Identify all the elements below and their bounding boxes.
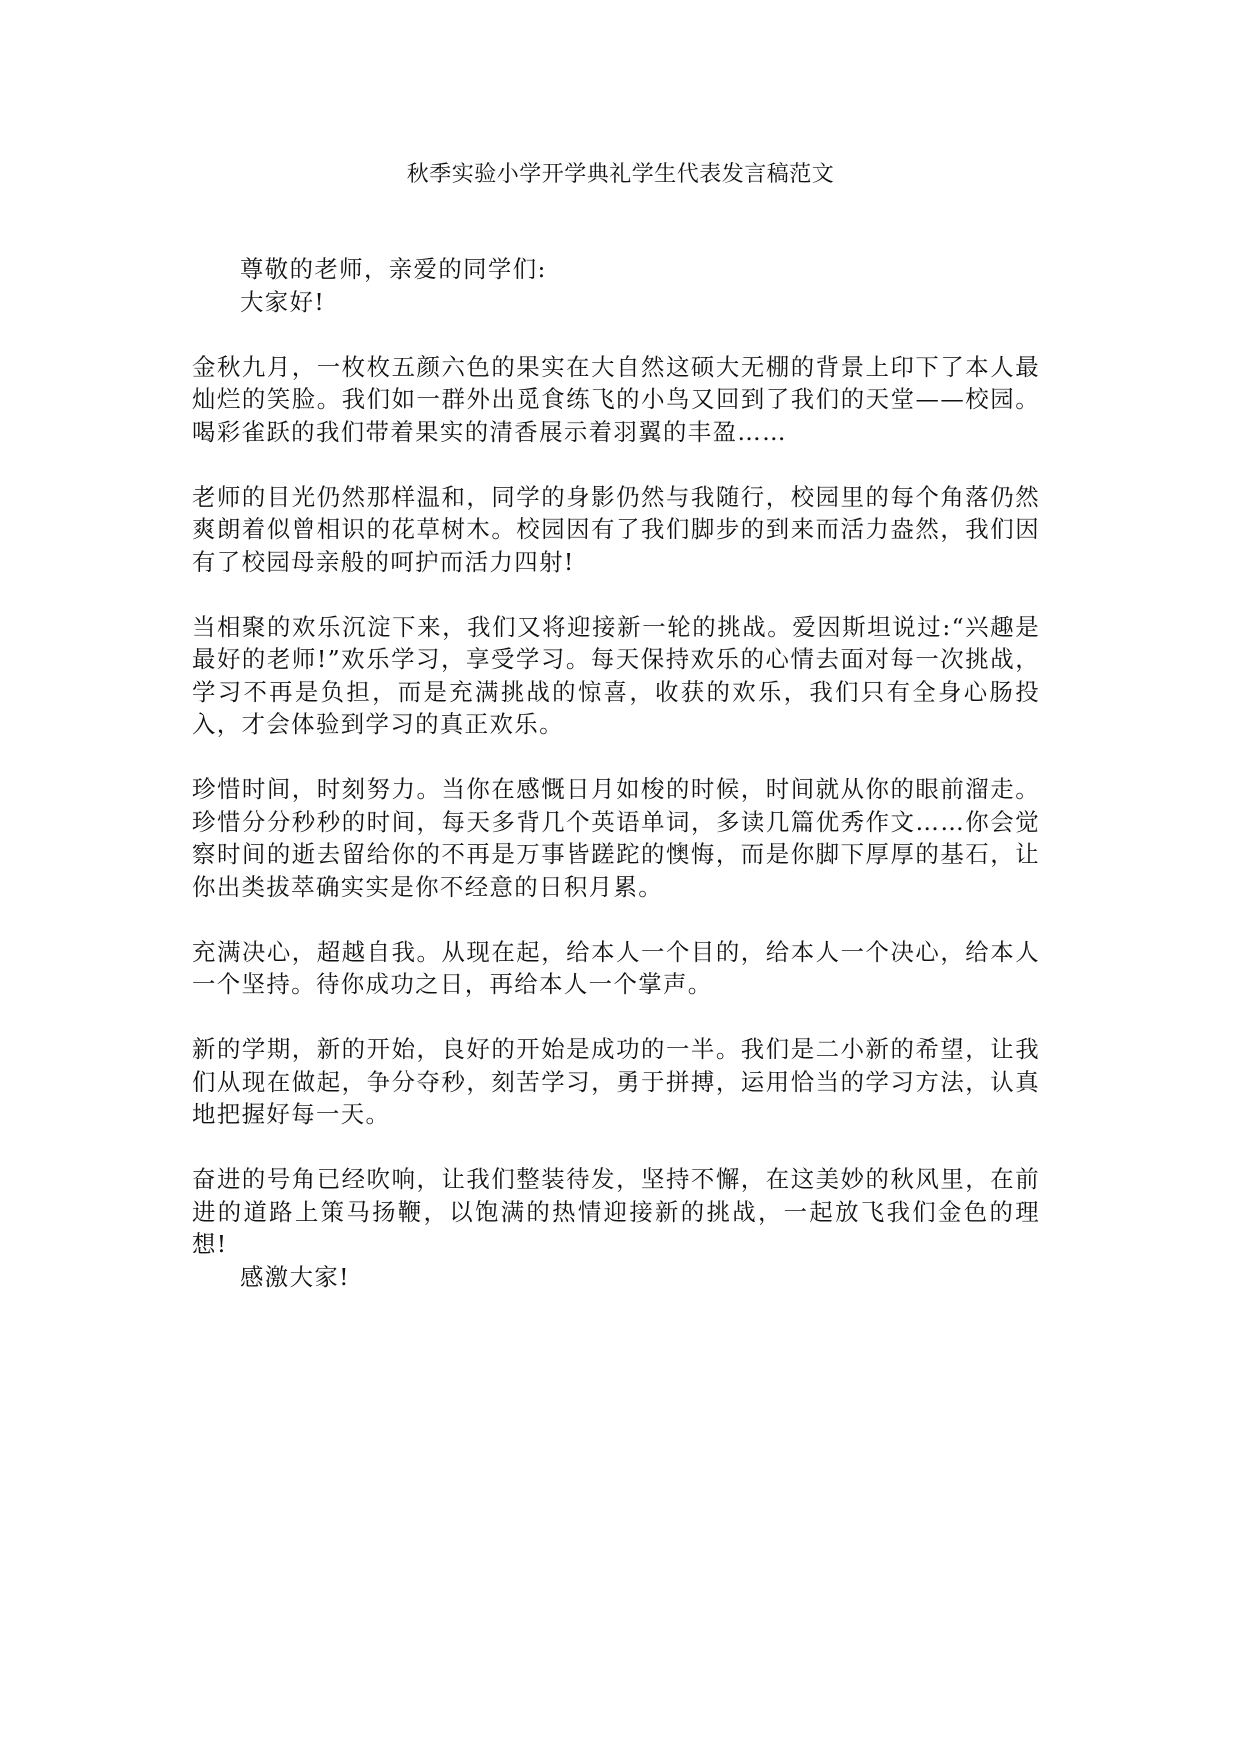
- salutation: 尊敬的老师，亲爱的同学们:: [240, 255, 547, 283]
- greeting: 大家好!: [240, 287, 326, 316]
- paragraph-2: 老师的目光仍然那样温和，同学的身影仍然与我随行，校园里的每个角落仍然爽朗着似曾相识的花草树木。校园因有了我们脚步的到来而活力盎然，我们因有了校园母亲般的呵护而活力四射!: [192, 482, 1040, 576]
- document-body: [192, 253, 1040, 1293]
- paragraph-6: 新的学期，新的开始，良好的开始是成功的一半。我们是二小新的希望，让我们从现在做起，争分夺秒，刻苦学习，勇于拼搏，运用恰当的学习方法，认真地把握好每一天。: [192, 1035, 1040, 1128]
- paragraph-gap: [192, 578, 1040, 611]
- paragraph-5: 充满决心，超越自我。从现在起，给本人一个目的，给本人一个决心，给本人一个坚持。待你成功之日，再给本人一个掌声。: [192, 937, 1040, 998]
- paragraph-7: 奋进的号角已经吹响，让我们整装待发，坚持不懈，在这美妙的秋风里，在前进的道路上策马扬鞭，以饱满的热情迎接新的挑战，一起放飞我们金色的理想!: [192, 1165, 1040, 1258]
- paragraph-3: 当相聚的欢乐沉淀下来，我们又将迎接新一轮的挑战。爱因斯坦说过:“兴趣是最好的老师!”欢乐学习，享受学习。每天保持欢乐的心情去面对每一次挑战，学习不再是负担，而是充满挑战的惊喜，收获的欢乐，我们只有全身心肠投入，才会体验到学习的真正欢乐。: [192, 612, 1040, 738]
- paragraph-4: 珍惜时间，时刻努力。当你在感慨日月如梭的时候，时间就从你的眼前溜走。珍惜分分秒秒的时间，每天多背几个英语单词，多读几篇优秀作文……你会觉察时间的逝去留给你的不再是万事皆蹉跎的懊悔，而是你脚下厚厚的基石，让你出类拔萃确实实是你不经意的日积月累。: [192, 775, 1040, 901]
- document-title: 秋季实验小学开学典礼学生代表发言稿范文: [406, 162, 835, 187]
- paragraph-gap: [192, 1131, 1040, 1164]
- paragraph-1: 金秋九月，一枚枚五颜六色的果实在大自然这硕大无棚的背景上印下了本人最灿烂的笑脸。我们如一群外出觅食练飞的小鸟又回到了我们的天堂——校园。喝彩雀跃的我们带着果实的清香展示着羽翼的丰盈……: [192, 352, 1040, 446]
- paragraph-gap: [192, 1001, 1040, 1034]
- closing: 感激大家!: [240, 1262, 350, 1291]
- paragraph-gap: [192, 903, 1040, 936]
- paragraph-gap: [192, 318, 1040, 351]
- paragraph-gap: [192, 741, 1040, 774]
- paragraph-gap: [192, 448, 1040, 481]
